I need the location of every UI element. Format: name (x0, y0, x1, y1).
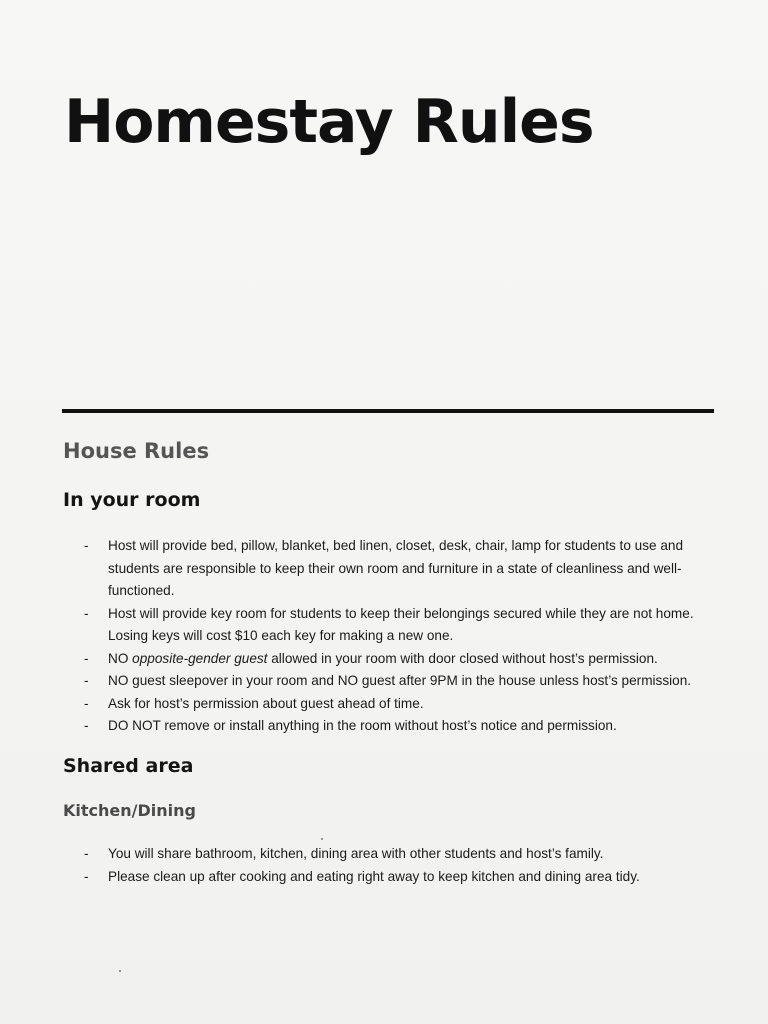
list-item-text: You will share bathroom, kitchen, dining area with other students and host’s family. (108, 846, 604, 861)
subheading-in-your-room: In your room (63, 489, 201, 511)
bullet-dash: - (84, 868, 89, 884)
list-item (84, 535, 720, 603)
in-your-room-list (84, 535, 720, 738)
list-item-text: NO guest sleepover in your room and NO guest after 9PM in the house unless host’s permission. (108, 673, 692, 688)
list-item (84, 866, 720, 889)
scan-speck (321, 838, 323, 840)
section-heading-house-rules: House Rules (63, 439, 210, 463)
list-item (84, 715, 720, 738)
list-item-text: Host will provide key room for students to keep their belongings secured while they are not home. Losing keys will cost $10 each key for making a new one. (108, 605, 694, 643)
bullet-dash: - (84, 695, 89, 711)
bullet-dash: - (84, 650, 89, 666)
subheading-kitchen-dining: Kitchen/Dining (63, 801, 196, 820)
bullet-dash: - (84, 538, 89, 553)
list-item (84, 843, 720, 866)
list-item-text: DO NOT remove or install anything in the room without host’s notice and permission. (108, 718, 617, 733)
list-item (84, 670, 720, 693)
list-item-text-end: allowed in your room with door closed without host’s permission. (267, 650, 658, 666)
list-item-text-start: NO (108, 650, 133, 666)
bullet-dash: - (84, 605, 89, 621)
document-title: Homestay Rules (64, 87, 594, 157)
subheading-shared-area: Shared area (63, 755, 194, 777)
list-item (84, 603, 720, 648)
scan-speck (119, 970, 121, 972)
list-item (84, 648, 720, 671)
bullet-dash: - (84, 718, 89, 733)
list-item (84, 693, 720, 716)
bullet-dash: - (84, 673, 89, 688)
horizontal-divider (62, 409, 714, 413)
emphasized-text: opposite-gender guest (132, 650, 268, 666)
list-item-text: Please clean up after cooking and eating right away to keep kitchen and dining area tidy. (108, 868, 640, 884)
bullet-dash: - (84, 846, 89, 861)
list-item-text: Host will provide bed, pillow, blanket, bed linen, closet, desk, chair, lamp for students to use and students are responsible to keep their own room and furniture in a state of cleanliness and well-functioned. (108, 538, 684, 598)
list-item-text: Ask for host’s permission about guest ahead of time. (108, 695, 424, 711)
kitchen-dining-list (84, 843, 720, 888)
